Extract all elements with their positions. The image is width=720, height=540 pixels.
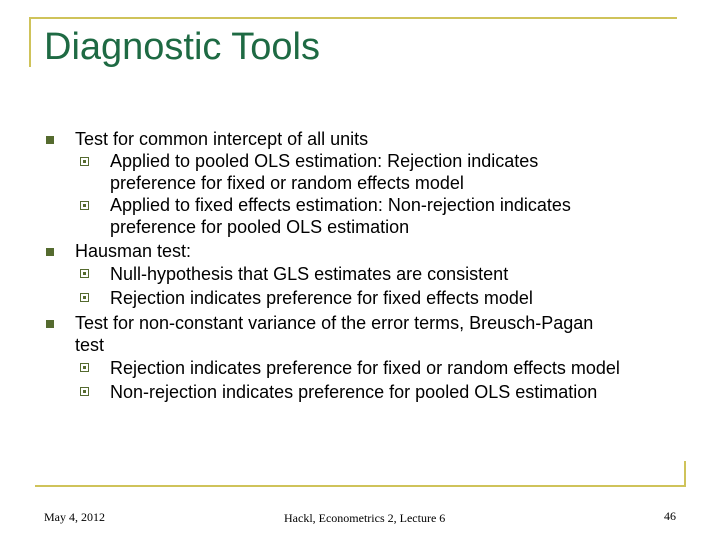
- sub-bullet-line: Non-rejection indicates preference for pooled OLS estimation: [110, 382, 598, 402]
- sub-bullet-fixed-effects: [75, 194, 684, 238]
- hollow-square-icon: [80, 387, 89, 396]
- sub-bullet-line: Applied to fixed effects estimation: Non-rejection indicates: [110, 195, 571, 215]
- bullet-text: Hausman test:: [75, 241, 192, 261]
- filled-square-icon: [46, 248, 54, 256]
- bullet-common-intercept: [44, 128, 684, 238]
- sub-bullet-line: preference for fixed or random effects model: [110, 173, 464, 193]
- filled-square-icon: [46, 320, 54, 328]
- hollow-square-icon: [80, 269, 89, 278]
- bullet-breusch-pagan: [44, 312, 684, 404]
- sub-bullet-null-hypothesis: [75, 262, 684, 286]
- sub-bullet-line: Null-hypothesis that GLS estimates are consistent: [110, 264, 509, 284]
- slide-title: Diagnostic Tools: [44, 26, 321, 68]
- sub-bullet-line: Applied to pooled OLS estimation: Rejection indicates: [110, 151, 539, 171]
- sub-bullet-line: Rejection indicates preference for fixed or random effects model: [110, 358, 620, 378]
- sub-bullet-pooled-ols: [75, 150, 684, 194]
- hollow-square-icon: [80, 293, 89, 302]
- hollow-square-icon: [80, 157, 89, 166]
- filled-square-icon: [46, 136, 54, 144]
- sub-bullet-line: preference for pooled OLS estimation: [110, 217, 410, 237]
- frame-top-line: [29, 17, 677, 19]
- bullet-text-line: test: [75, 335, 105, 355]
- hollow-square-icon: [80, 201, 89, 210]
- sub-bullet-list: [75, 262, 684, 310]
- bullet-text-line: Test for non-constant variance of the error terms, Breusch-Pagan: [75, 313, 594, 333]
- sub-bullet-list: [75, 150, 684, 238]
- slide-body: [44, 128, 684, 406]
- bullet-hausman-test: [44, 240, 684, 310]
- sub-bullet-line: Rejection indicates preference for fixed effects model: [110, 288, 533, 308]
- frame-right-line: [684, 461, 686, 487]
- hollow-square-icon: [80, 363, 89, 372]
- footer-date: May 4, 2012: [44, 510, 105, 524]
- sub-bullet-rejection-fixed-random: [75, 356, 684, 380]
- footer-course: Hackl, Econometrics 2, Lecture 6: [284, 511, 446, 525]
- sub-bullet-list: [75, 356, 684, 404]
- sub-bullet-non-rejection-pooled: [75, 380, 684, 404]
- page-number: 46: [664, 509, 676, 523]
- frame-bottom-line: [35, 485, 685, 487]
- sub-bullet-rejection-fixed: [75, 286, 684, 310]
- frame-left-line: [29, 17, 31, 67]
- bullet-text: Test for common intercept of all units: [75, 129, 369, 149]
